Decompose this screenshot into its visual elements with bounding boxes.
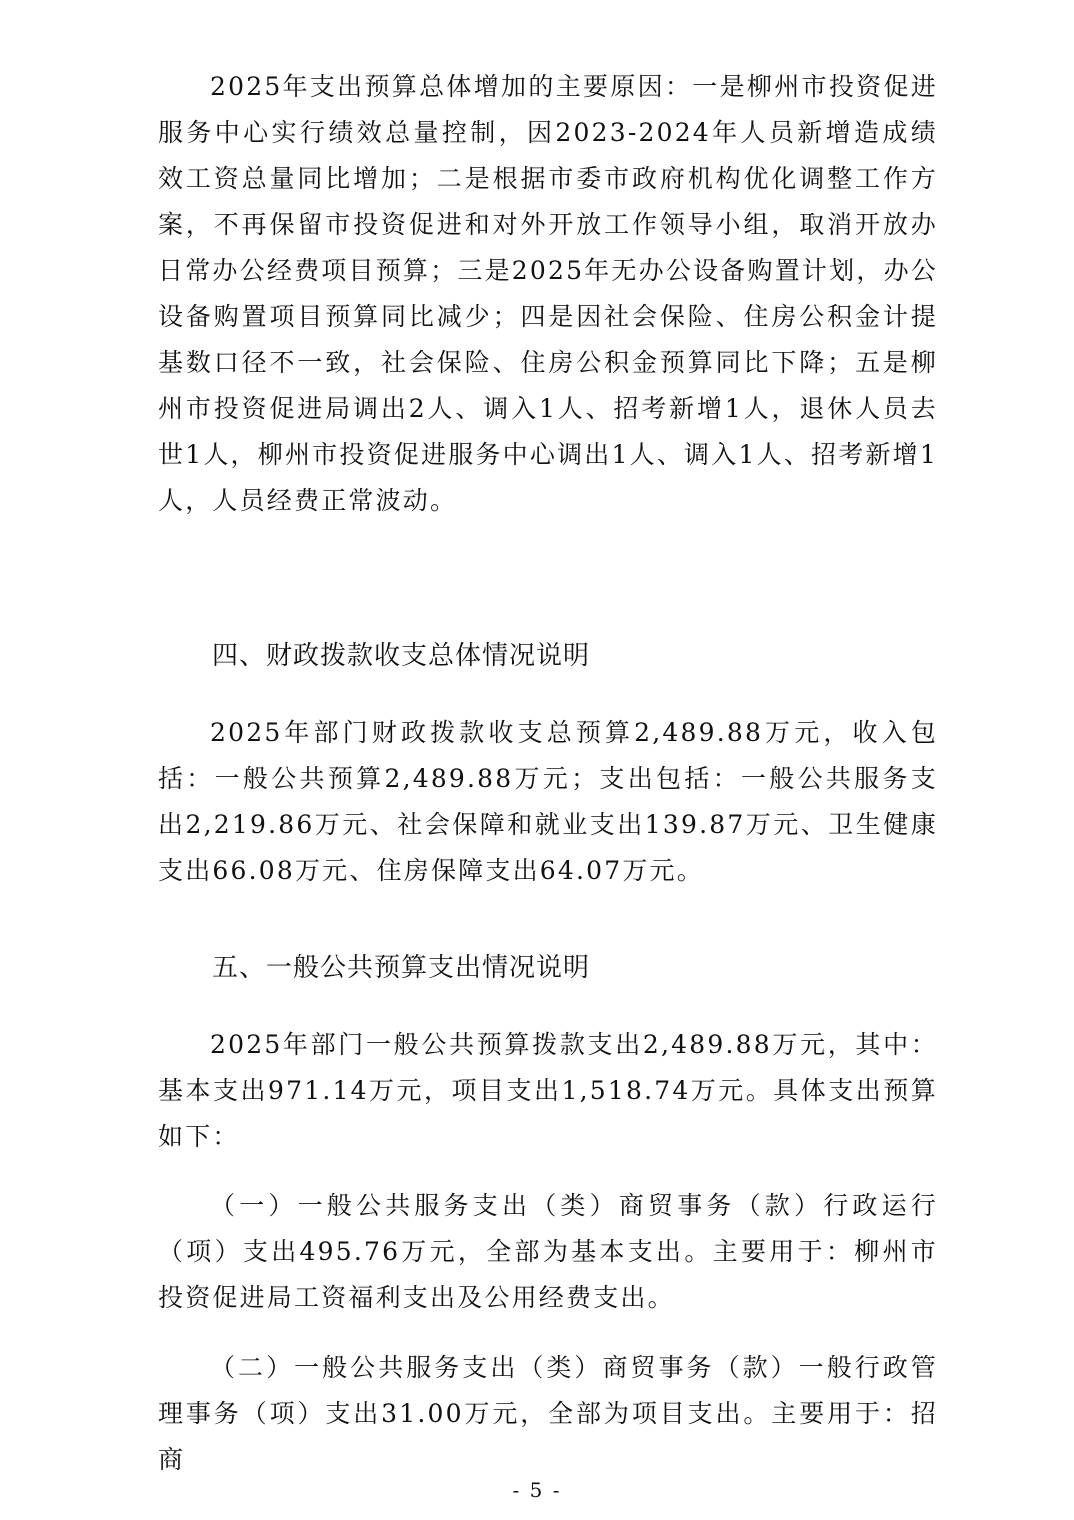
section-heading-5: 五、一般公共预算支出情况说明: [212, 953, 591, 983]
section-4: [158, 633, 938, 679]
item-1: [158, 1183, 938, 1321]
section-4-body: [158, 710, 938, 894]
paragraph-item-general-administration: （二）一般公共服务支出（类）商贸事务（款）一般行政管理事务（项）支出31.00万元，全部为项目支出。主要用于：招商: [158, 1353, 938, 1474]
paragraph-fiscal-appropriation-overview: 2025年部门财政拨款收支总预算2,489.88万元，收入包括：一般公共预算2,489.88万元；支出包括：一般公共服务支出2,219.86万元、社会保障和就业支出139.87万元、卫生健康支出66.08万元、住房保障支出64.07万元。: [158, 718, 938, 885]
paragraph-budget-increase-reasons: 2025年支出预算总体增加的主要原因：一是柳州市投资促进服务中心实行绩效总量控制，因2023-2024年人员新增造成绩效工资总量同比增加；二是根据市委市政府机构优化调整工作方案，不再保留市投资促进和对外开放工作领导小组，取消开放办日常办公经费项目预算；三是2025年无办公设备购置计划，办公设备购置项目预算同比减少；四是因社会保险、住房公积金计提基数口径不一致，社会保险、住房公积金预算同比下降；五是柳州市投资促进局调出2人、调入1人、招考新增1人，退休人员去世1人，柳州市投资促进服务中心调出1人、调入1人、招考新增1人，人员经费正常波动。: [158, 72, 938, 515]
section-5-body: [158, 1022, 938, 1160]
section-heading-4: 四、财政拨款收支总体情况说明: [212, 641, 591, 671]
item-2: [158, 1345, 938, 1483]
paragraph-general-budget-expenditure: 2025年部门一般公共预算拨款支出2,489.88万元，其中：基本支出971.14万元，项目支出1,518.74万元。具体支出预算如下：: [158, 1030, 938, 1151]
page-number: - 5 -: [512, 1478, 562, 1502]
body-section-3: [158, 64, 938, 524]
paragraph-item-administrative-operation: （一）一般公共服务支出（类）商贸事务（款）行政运行（项）支出495.76万元，全部为基本支出。主要用于：柳州市投资促进局工资福利支出及公用经费支出。: [158, 1191, 938, 1312]
section-5: [158, 945, 938, 991]
